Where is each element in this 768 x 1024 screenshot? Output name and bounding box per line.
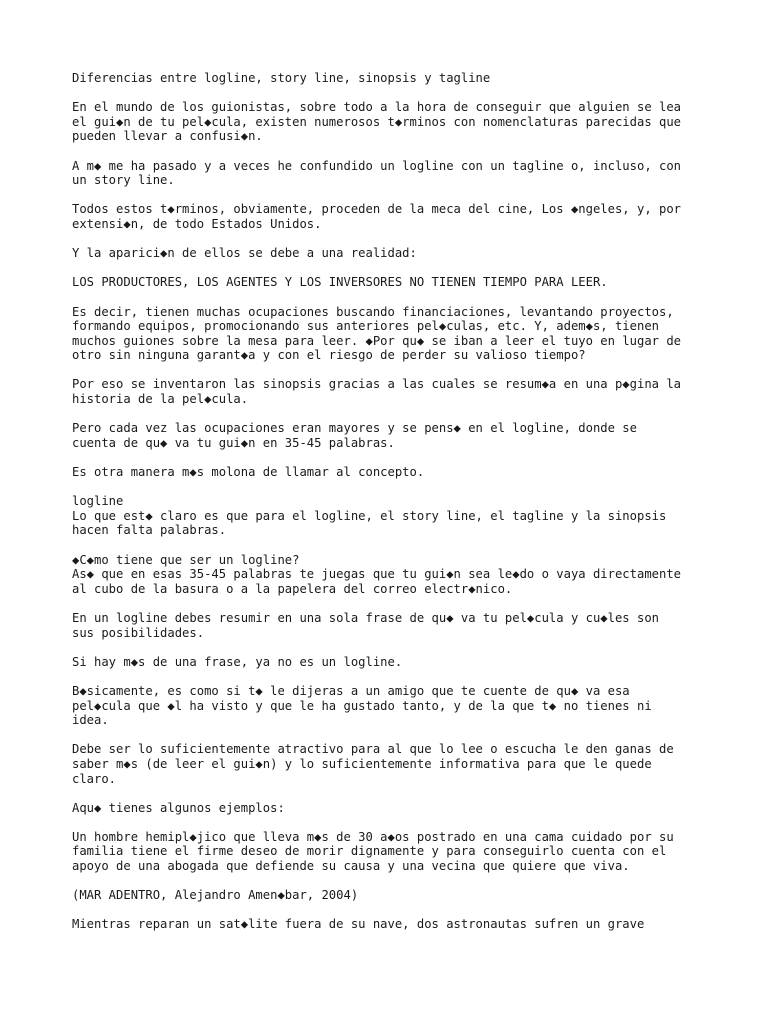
text-line: Todos estos t◆rminos, obviamente, proceden de la meca del cine, Los ◆ngeles, y, por	[72, 202, 682, 217]
text-line: LOS PRODUCTORES, LOS AGENTES Y LOS INVERSORES NO TIENEN TIEMPO PARA LEER.	[72, 275, 608, 290]
text-line: cuenta de qu◆ va tu gui◆n en 35-45 palabras.	[72, 435, 395, 450]
document-body	[72, 71, 702, 947]
text-line: pel◆cula que ◆l ha visto y que le ha gustado tanto, y de la que t◆ no tienes ni	[72, 698, 652, 713]
paragraph	[72, 830, 702, 874]
paragraph	[72, 159, 702, 188]
text-line: Un hombre hemipl◆jico que lleva m◆s de 30 a◆os postrado en una cama cuidado por su	[72, 829, 674, 844]
text-line: Diferencias entre logline, story line, sinopsis y tagline	[72, 71, 491, 85]
text-line: Lo que est◆ claro es que para el logline, el story line, el tagline y la sinopsis	[72, 508, 667, 523]
text-line: As◆ que en esas 35-45 palabras te juegas que tu gui◆n sea le◆do o vaya directamente	[72, 567, 682, 582]
paragraph	[72, 801, 702, 816]
paragraph	[72, 655, 702, 670]
paragraph	[72, 275, 702, 290]
text-line: otro sin ninguna garant◆a y con el riesgo de perder su valioso tiempo?	[72, 348, 586, 363]
text-line: Por eso se inventaron las sinopsis gracias a las cuales se resum◆a en una p◆gina la	[72, 377, 682, 392]
paragraph	[72, 888, 702, 903]
text-line: pueden llevar a confusi◆n.	[72, 129, 263, 144]
text-line: Es otra manera m◆s molona de llamar al concepto.	[72, 465, 425, 480]
text-line: Y la aparici◆n de ellos se debe a una realidad:	[72, 246, 417, 261]
text-line: un story line.	[72, 173, 175, 188]
paragraph	[72, 684, 702, 728]
paragraph	[72, 494, 702, 538]
paragraph	[72, 377, 702, 406]
text-line: En el mundo de los guionistas, sobre todo a la hora de conseguir que alguien se lea	[72, 100, 682, 115]
text-line: Aqu◆ tienes algunos ejemplos:	[72, 800, 285, 815]
paragraph	[72, 553, 702, 597]
paragraph	[72, 611, 702, 640]
text-line: sus posibilidades.	[72, 625, 205, 640]
text-line: claro.	[72, 771, 117, 786]
text-line: A m◆ me ha pasado y a veces he confundido un logline con un tagline o, incluso, con	[72, 158, 682, 173]
text-line: historia de la pel◆cula.	[72, 392, 249, 407]
paragraph	[72, 202, 702, 231]
text-line: extensi◆n, de todo Estados Unidos.	[72, 216, 322, 231]
text-line: familia tiene el firme deseo de morir dignamente y para conseguirlo cuenta con el	[72, 844, 667, 859]
text-line: el gui◆n de tu pel◆cula, existen numerosos t◆rminos con nomenclaturas parecidas que	[72, 114, 682, 129]
text-line: En un logline debes resumir en una sola frase de qu◆ va tu pel◆cula y cu◆les son	[72, 610, 659, 625]
paragraph	[72, 246, 702, 261]
text-line: Es decir, tienen muchas ocupaciones buscando financiaciones, levantando proyectos,	[72, 304, 674, 319]
text-line: ◆C◆mo tiene que ser un logline?	[72, 552, 300, 567]
text-line: B◆sicamente, es como si t◆ le dijeras a un amigo que te cuente de qu◆ va esa	[72, 683, 630, 698]
text-line: logline	[72, 494, 124, 509]
text-line: muchos guiones sobre la mesa para leer. ◆Por qu◆ se iban a leer el tuyo en lugar de	[72, 333, 682, 348]
text-line: Debe ser lo suficientemente atractivo para al que lo lee o escucha le den ganas de	[72, 742, 674, 757]
paragraph	[72, 100, 702, 144]
text-line: Pero cada vez las ocupaciones eran mayores y se pens◆ en el logline, donde se	[72, 421, 637, 436]
paragraph	[72, 71, 702, 86]
text-line: (MAR ADENTRO, Alejandro Amen◆bar, 2004)	[72, 888, 359, 903]
text-line: al cubo de la basura o a la papelera del correo electr◆nico.	[72, 581, 513, 596]
text-line: hacen falta palabras.	[72, 523, 227, 538]
text-line: formando equipos, promocionando sus anteriores pel◆culas, etc. Y, adem◆s, tienen	[72, 319, 659, 334]
text-line: Mientras reparan un sat◆lite fuera de su nave, dos astronautas sufren un grave	[72, 917, 645, 932]
text-line: idea.	[72, 713, 109, 728]
paragraph	[72, 421, 702, 450]
text-line: apoyo de una abogada que defiende su causa y una vecina que quiere que viva.	[72, 859, 630, 874]
paragraph	[72, 465, 702, 480]
text-line: saber m◆s (de leer el gui◆n) y lo suficientemente informativa para que le quede	[72, 756, 652, 771]
paragraph	[72, 917, 702, 932]
paragraph	[72, 742, 702, 786]
paragraph	[72, 305, 702, 363]
text-line: Si hay m◆s de una frase, ya no es un logline.	[72, 654, 403, 669]
